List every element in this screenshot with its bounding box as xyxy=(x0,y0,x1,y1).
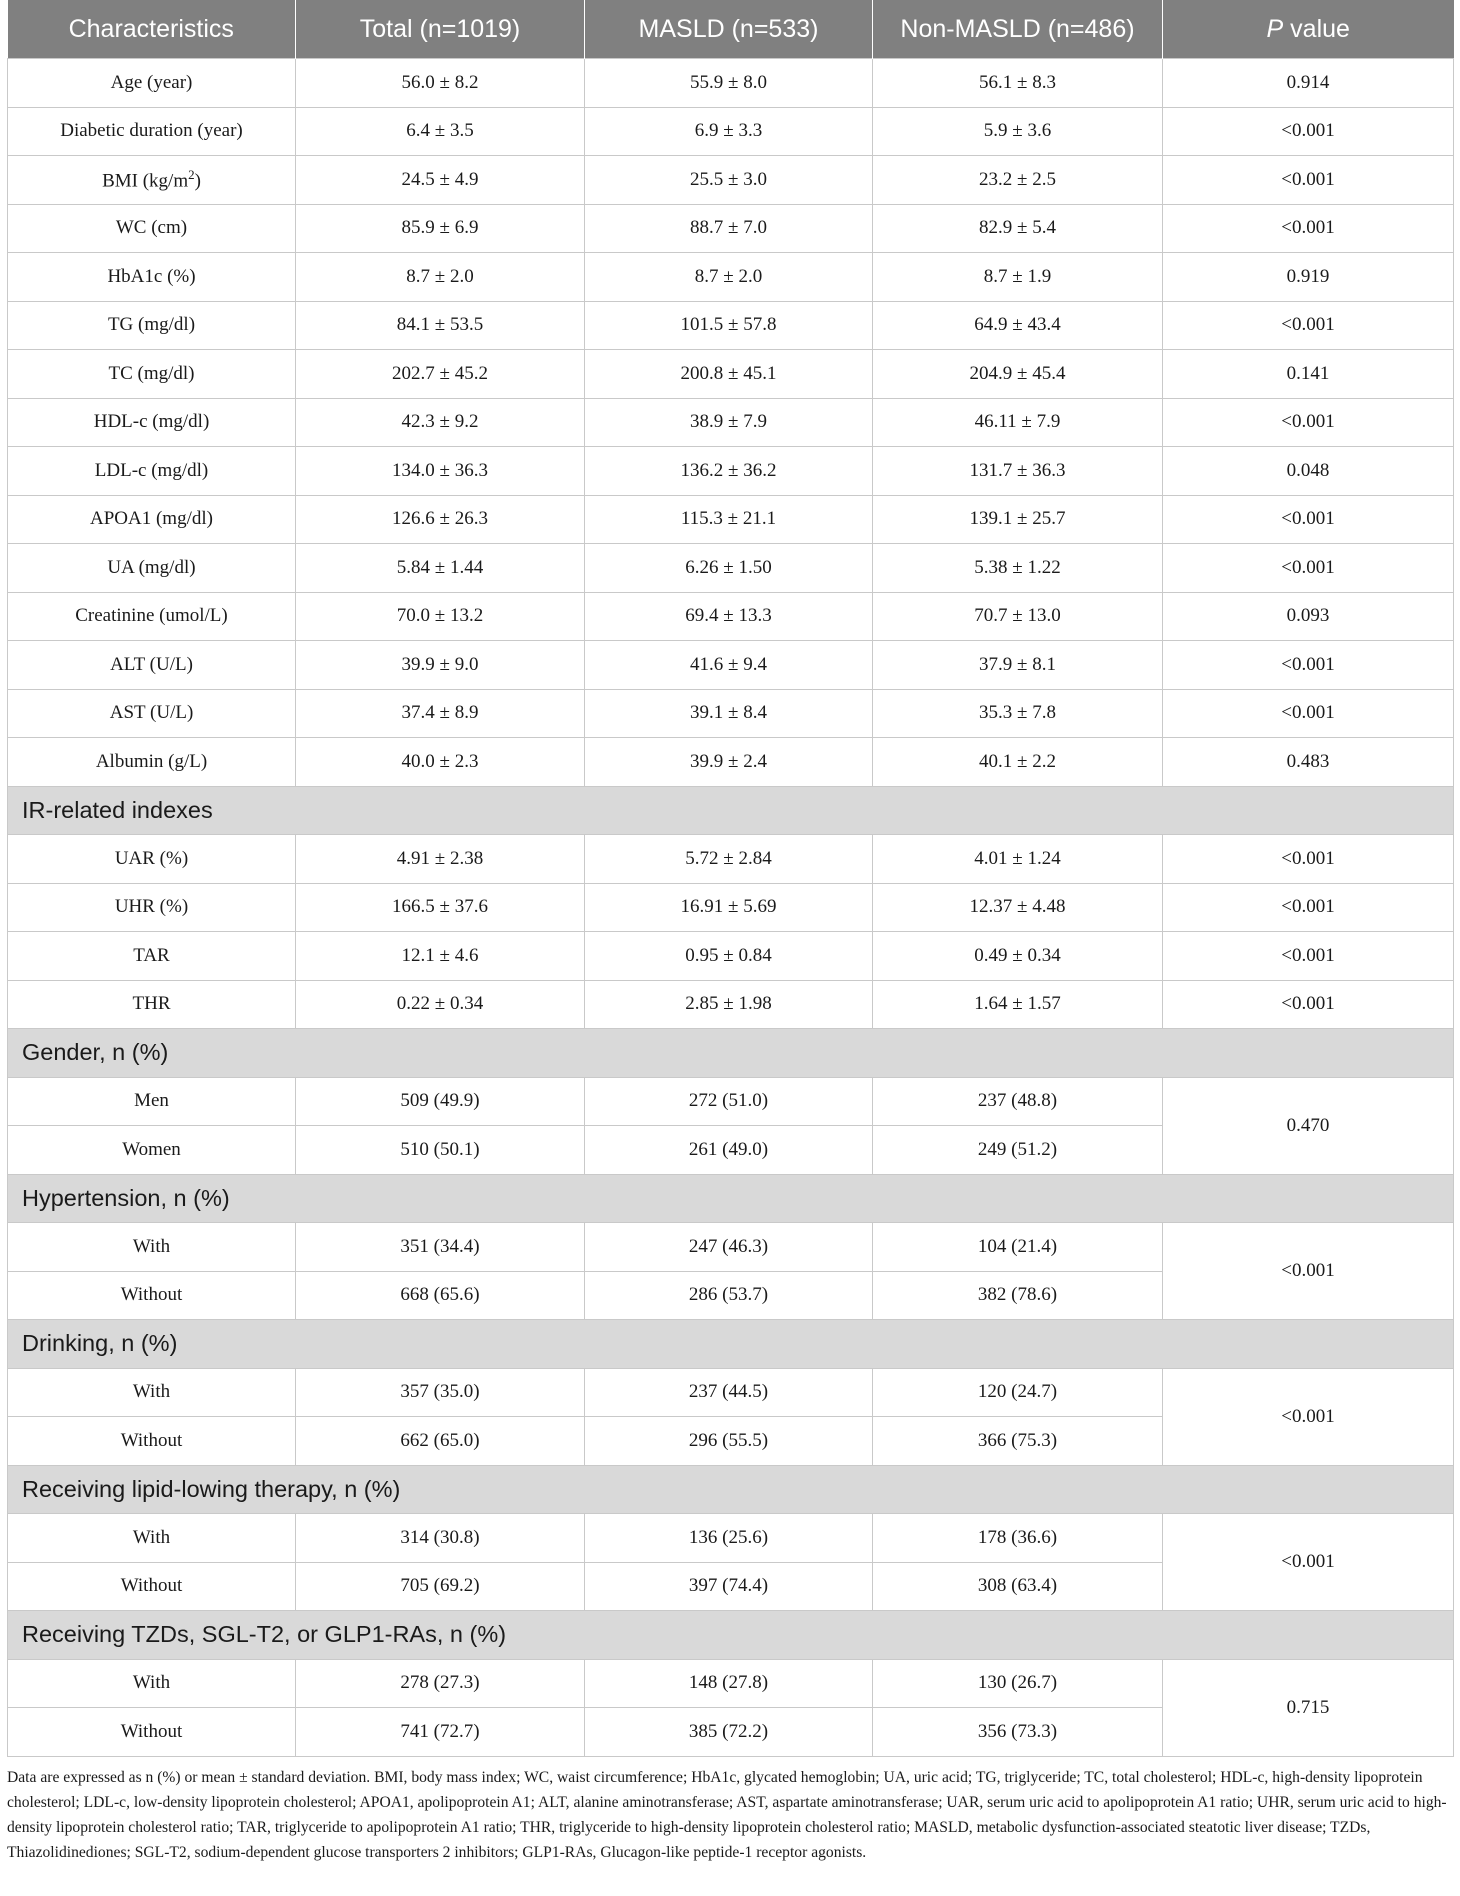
cell-non-masld: 46.11 ± 7.9 xyxy=(873,398,1163,447)
table-row xyxy=(8,204,1454,253)
table-container xyxy=(7,0,1453,1865)
cell-total: 351 (34.4) xyxy=(296,1223,585,1272)
row-label xyxy=(8,1562,296,1611)
row-label xyxy=(8,738,296,787)
cell-non-masld: 56.1 ± 8.3 xyxy=(873,59,1163,108)
table-header xyxy=(8,0,1454,59)
row-label-text: TAR xyxy=(133,944,170,966)
cell-non-masld: 0.49 ± 0.34 xyxy=(873,932,1163,981)
cell-total: 357 (35.0) xyxy=(296,1368,585,1417)
cell-p-value: <0.001 xyxy=(1163,1223,1454,1320)
cell-total: 12.1 ± 4.6 xyxy=(296,932,585,981)
cell-p-value: <0.001 xyxy=(1163,107,1454,156)
cell-masld: 115.3 ± 21.1 xyxy=(585,495,873,544)
table-row xyxy=(8,156,1454,205)
cell-non-masld: 131.7 ± 36.3 xyxy=(873,447,1163,496)
row-label xyxy=(8,1368,296,1417)
table-row xyxy=(8,107,1454,156)
row-label-text: Women xyxy=(122,1138,181,1160)
row-label-text: LDL-c (mg/dl) xyxy=(94,459,209,481)
cell-non-masld: 70.7 ± 13.0 xyxy=(873,592,1163,641)
row-label-text: Age (year) xyxy=(110,71,193,93)
table-body xyxy=(8,59,1454,1757)
cell-p-value: 0.093 xyxy=(1163,592,1454,641)
row-label-text: HbA1c (%) xyxy=(107,265,196,287)
cell-total: 85.9 ± 6.9 xyxy=(296,204,585,253)
cell-masld: 8.7 ± 2.0 xyxy=(585,253,873,302)
cell-total: 40.0 ± 2.3 xyxy=(296,738,585,787)
table-row xyxy=(8,883,1454,932)
cell-masld: 69.4 ± 13.3 xyxy=(585,592,873,641)
row-label xyxy=(8,1708,296,1757)
row-label xyxy=(8,1271,296,1320)
header-characteristics: Characteristics xyxy=(8,0,296,59)
cell-non-masld: 204.9 ± 45.4 xyxy=(873,350,1163,399)
row-label xyxy=(8,835,296,884)
cell-masld: 5.72 ± 2.84 xyxy=(585,835,873,884)
cell-total: 0.22 ± 0.34 xyxy=(296,980,585,1029)
cell-masld: 25.5 ± 3.0 xyxy=(585,156,873,205)
row-label-text: With xyxy=(132,1381,171,1403)
cell-non-masld: 104 (21.4) xyxy=(873,1223,1163,1272)
cell-non-masld: 64.9 ± 43.4 xyxy=(873,301,1163,350)
row-label xyxy=(8,883,296,932)
cell-p-value: <0.001 xyxy=(1163,641,1454,690)
cell-masld: 55.9 ± 8.0 xyxy=(585,59,873,108)
cell-total: 4.91 ± 2.38 xyxy=(296,835,585,884)
cell-p-value: 0.470 xyxy=(1163,1077,1454,1174)
row-label-text: Without xyxy=(120,1575,183,1597)
row-label-text: UHR (%) xyxy=(114,896,189,918)
row-label-superscript: 2 xyxy=(188,167,195,183)
cell-non-masld: 139.1 ± 25.7 xyxy=(873,495,1163,544)
table-row xyxy=(8,1514,1454,1563)
cell-non-masld: 178 (36.6) xyxy=(873,1514,1163,1563)
cell-non-masld: 8.7 ± 1.9 xyxy=(873,253,1163,302)
header-p-rest: value xyxy=(1283,14,1350,43)
cell-total: 84.1 ± 53.5 xyxy=(296,301,585,350)
cell-total: 70.0 ± 13.2 xyxy=(296,592,585,641)
row-label xyxy=(8,592,296,641)
section-row xyxy=(8,1029,1454,1078)
cell-masld: 6.26 ± 1.50 xyxy=(585,544,873,593)
cell-non-masld: 237 (48.8) xyxy=(873,1077,1163,1126)
section-row xyxy=(8,1465,1454,1514)
row-label-text: With xyxy=(132,1235,171,1257)
table-row xyxy=(8,835,1454,884)
row-label-text: WC (cm) xyxy=(115,217,188,239)
table-row xyxy=(8,253,1454,302)
cell-masld: 2.85 ± 1.98 xyxy=(585,980,873,1029)
cell-non-masld: 1.64 ± 1.57 xyxy=(873,980,1163,1029)
cell-total: 741 (72.7) xyxy=(296,1708,585,1757)
row-label-text: TG (mg/dl) xyxy=(107,314,196,336)
cell-p-value: 0.715 xyxy=(1163,1659,1454,1756)
cell-non-masld: 366 (75.3) xyxy=(873,1417,1163,1466)
cell-masld: 247 (46.3) xyxy=(585,1223,873,1272)
cell-masld: 261 (49.0) xyxy=(585,1126,873,1175)
table-row xyxy=(8,1077,1454,1126)
cell-p-value: 0.914 xyxy=(1163,59,1454,108)
cell-total: 37.4 ± 8.9 xyxy=(296,689,585,738)
table-row xyxy=(8,447,1454,496)
cell-non-masld: 382 (78.6) xyxy=(873,1271,1163,1320)
cell-total: 5.84 ± 1.44 xyxy=(296,544,585,593)
table-row xyxy=(8,1368,1454,1417)
table-row xyxy=(8,932,1454,981)
section-title: Receiving TZDs, SGL-T2, or GLP1-RAs, n (%) xyxy=(8,1611,1454,1660)
cell-p-value: 0.919 xyxy=(1163,253,1454,302)
cell-total: 202.7 ± 45.2 xyxy=(296,350,585,399)
cell-p-value: <0.001 xyxy=(1163,156,1454,205)
cell-total: 42.3 ± 9.2 xyxy=(296,398,585,447)
row-label-text: BMI (kg/m xyxy=(102,170,189,192)
cell-total: 126.6 ± 26.3 xyxy=(296,495,585,544)
cell-total: 510 (50.1) xyxy=(296,1126,585,1175)
table-row xyxy=(8,738,1454,787)
row-label-text: HDL-c (mg/dl) xyxy=(93,411,210,433)
cell-masld: 16.91 ± 5.69 xyxy=(585,883,873,932)
row-label xyxy=(8,495,296,544)
row-label xyxy=(8,301,296,350)
cell-non-masld: 249 (51.2) xyxy=(873,1126,1163,1175)
header-total: Total (n=1019) xyxy=(296,0,585,59)
row-label-text: UAR (%) xyxy=(114,847,189,869)
cell-non-masld: 130 (26.7) xyxy=(873,1659,1163,1708)
row-label xyxy=(8,689,296,738)
row-label xyxy=(8,204,296,253)
cell-masld: 296 (55.5) xyxy=(585,1417,873,1466)
cell-masld: 397 (74.4) xyxy=(585,1562,873,1611)
row-label xyxy=(8,1077,296,1126)
section-row xyxy=(8,1320,1454,1369)
cell-masld: 88.7 ± 7.0 xyxy=(585,204,873,253)
row-label-text: Men xyxy=(134,1090,169,1112)
header-masld: MASLD (n=533) xyxy=(585,0,873,59)
row-label xyxy=(8,350,296,399)
row-label xyxy=(8,980,296,1029)
cell-p-value: <0.001 xyxy=(1163,204,1454,253)
cell-masld: 286 (53.7) xyxy=(585,1271,873,1320)
cell-masld: 6.9 ± 3.3 xyxy=(585,107,873,156)
row-label xyxy=(8,447,296,496)
cell-total: 278 (27.3) xyxy=(296,1659,585,1708)
section-row xyxy=(8,786,1454,835)
cell-non-masld: 82.9 ± 5.4 xyxy=(873,204,1163,253)
row-label xyxy=(8,641,296,690)
cell-masld: 39.9 ± 2.4 xyxy=(585,738,873,787)
header-p-value xyxy=(1163,0,1454,59)
cell-masld: 136 (25.6) xyxy=(585,1514,873,1563)
row-label xyxy=(8,544,296,593)
cell-non-masld: 5.9 ± 3.6 xyxy=(873,107,1163,156)
cell-p-value: <0.001 xyxy=(1163,301,1454,350)
cell-non-masld: 5.38 ± 1.22 xyxy=(873,544,1163,593)
cell-non-masld: 35.3 ± 7.8 xyxy=(873,689,1163,738)
row-label-text: APOA1 (mg/dl) xyxy=(90,508,213,530)
cell-p-value: <0.001 xyxy=(1163,883,1454,932)
cell-masld: 237 (44.5) xyxy=(585,1368,873,1417)
table-row xyxy=(8,495,1454,544)
table-row xyxy=(8,1223,1454,1272)
row-label xyxy=(8,156,296,205)
cell-total: 8.7 ± 2.0 xyxy=(296,253,585,302)
cell-total: 6.4 ± 3.5 xyxy=(296,107,585,156)
header-p-italic: P xyxy=(1266,14,1284,43)
cell-p-value: <0.001 xyxy=(1163,689,1454,738)
row-label xyxy=(8,253,296,302)
cell-total: 314 (30.8) xyxy=(296,1514,585,1563)
row-label-text: Albumin (g/L) xyxy=(95,750,208,772)
cell-total: 56.0 ± 8.2 xyxy=(296,59,585,108)
row-label xyxy=(8,59,296,108)
cell-p-value: <0.001 xyxy=(1163,398,1454,447)
row-label-text: Without xyxy=(120,1284,183,1306)
cell-non-masld: 23.2 ± 2.5 xyxy=(873,156,1163,205)
cell-masld: 0.95 ± 0.84 xyxy=(585,932,873,981)
cell-non-masld: 37.9 ± 8.1 xyxy=(873,641,1163,690)
cell-non-masld: 308 (63.4) xyxy=(873,1562,1163,1611)
row-label xyxy=(8,107,296,156)
cell-p-value: <0.001 xyxy=(1163,1368,1454,1465)
cell-non-masld: 356 (73.3) xyxy=(873,1708,1163,1757)
row-label-text: THR xyxy=(132,993,171,1015)
section-title: Drinking, n (%) xyxy=(8,1320,1454,1369)
row-label xyxy=(8,398,296,447)
cell-total: 134.0 ± 36.3 xyxy=(296,447,585,496)
cell-total: 662 (65.0) xyxy=(296,1417,585,1466)
section-title: Receiving lipid-lowing therapy, n (%) xyxy=(8,1465,1454,1514)
cell-p-value: <0.001 xyxy=(1163,932,1454,981)
section-row xyxy=(8,1611,1454,1660)
cell-masld: 272 (51.0) xyxy=(585,1077,873,1126)
row-label-text: ALT (U/L) xyxy=(110,653,193,675)
row-label xyxy=(8,932,296,981)
table-row xyxy=(8,980,1454,1029)
row-label-text: AST (U/L) xyxy=(109,702,194,724)
row-label-text-end: ) xyxy=(194,170,201,192)
cell-masld: 148 (27.8) xyxy=(585,1659,873,1708)
cell-p-value: <0.001 xyxy=(1163,1514,1454,1611)
row-label-text: TC (mg/dl) xyxy=(108,362,195,384)
row-label-text: Without xyxy=(120,1720,183,1742)
table-row xyxy=(8,592,1454,641)
table-footnote: Data are expressed as n (%) or mean ± standard deviation. BMI, body mass index; WC, waist circumference; HbA1c, glycated hemoglobin; UA, uric acid; TG, triglyceride; TC, total cholesterol; HDL-c, high-density lipoprotein cholesterol; LDL-c, low-density lipoprotein cholesterol; APOA1, apolipoprotein A1; ALT, alanine aminotransferase; AST, aspartate aminotransferase; UAR, serum uric acid to apolipoprotein A1 ratio; UHR, serum uric acid to high-density lipoprotein cholesterol ratio; TAR, triglyceride to apolipoprotein A1 ratio; THR, triglyceride to high-density lipoprotein cholesterol ratio; MASLD, metabolic dysfunction-associated steatotic liver disease; TZDs, Thiazolidinediones; SGL-T2, sodium-dependent glucose transporters 2 inhibitors; GLP1-RAs, Glucagon-like peptide-1 receptor agonists. xyxy=(7,1768,1447,1861)
cell-total: 668 (65.6) xyxy=(296,1271,585,1320)
section-title: Hypertension, n (%) xyxy=(8,1174,1454,1223)
cell-masld: 39.1 ± 8.4 xyxy=(585,689,873,738)
row-label-text: Creatinine (umol/L) xyxy=(75,605,228,627)
cell-p-value: <0.001 xyxy=(1163,835,1454,884)
row-label xyxy=(8,1126,296,1175)
row-label xyxy=(8,1514,296,1563)
cell-total: 24.5 ± 4.9 xyxy=(296,156,585,205)
row-label-text: Without xyxy=(120,1429,183,1451)
section-title: IR-related indexes xyxy=(8,786,1454,835)
cell-non-masld: 4.01 ± 1.24 xyxy=(873,835,1163,884)
cell-masld: 385 (72.2) xyxy=(585,1708,873,1757)
cell-p-value: <0.001 xyxy=(1163,544,1454,593)
cell-p-value: 0.483 xyxy=(1163,738,1454,787)
characteristics-table xyxy=(7,0,1454,1757)
row-label xyxy=(8,1417,296,1466)
table-row xyxy=(8,301,1454,350)
row-label-text: UA (mg/dl) xyxy=(107,556,196,578)
table-row xyxy=(8,398,1454,447)
table-row xyxy=(8,59,1454,108)
cell-total: 509 (49.9) xyxy=(296,1077,585,1126)
row-label xyxy=(8,1659,296,1708)
cell-p-value: 0.048 xyxy=(1163,447,1454,496)
cell-masld: 136.2 ± 36.2 xyxy=(585,447,873,496)
header-non-masld: Non-MASLD (n=486) xyxy=(873,0,1163,59)
cell-total: 705 (69.2) xyxy=(296,1562,585,1611)
table-row xyxy=(8,350,1454,399)
row-label-text: With xyxy=(132,1526,171,1548)
cell-non-masld: 12.37 ± 4.48 xyxy=(873,883,1163,932)
cell-p-value: 0.141 xyxy=(1163,350,1454,399)
table-row xyxy=(8,544,1454,593)
section-title: Gender, n (%) xyxy=(8,1029,1454,1078)
cell-p-value: <0.001 xyxy=(1163,495,1454,544)
cell-masld: 101.5 ± 57.8 xyxy=(585,301,873,350)
row-label-text: With xyxy=(132,1672,171,1694)
table-row xyxy=(8,689,1454,738)
table-row xyxy=(8,1659,1454,1708)
cell-non-masld: 40.1 ± 2.2 xyxy=(873,738,1163,787)
cell-total: 39.9 ± 9.0 xyxy=(296,641,585,690)
row-label-text: Diabetic duration (year) xyxy=(60,120,243,142)
cell-p-value: <0.001 xyxy=(1163,980,1454,1029)
cell-masld: 41.6 ± 9.4 xyxy=(585,641,873,690)
cell-non-masld: 120 (24.7) xyxy=(873,1368,1163,1417)
table-row xyxy=(8,641,1454,690)
cell-total: 166.5 ± 37.6 xyxy=(296,883,585,932)
row-label xyxy=(8,1223,296,1272)
cell-masld: 38.9 ± 7.9 xyxy=(585,398,873,447)
section-row xyxy=(8,1174,1454,1223)
cell-masld: 200.8 ± 45.1 xyxy=(585,350,873,399)
header-row xyxy=(8,0,1454,59)
